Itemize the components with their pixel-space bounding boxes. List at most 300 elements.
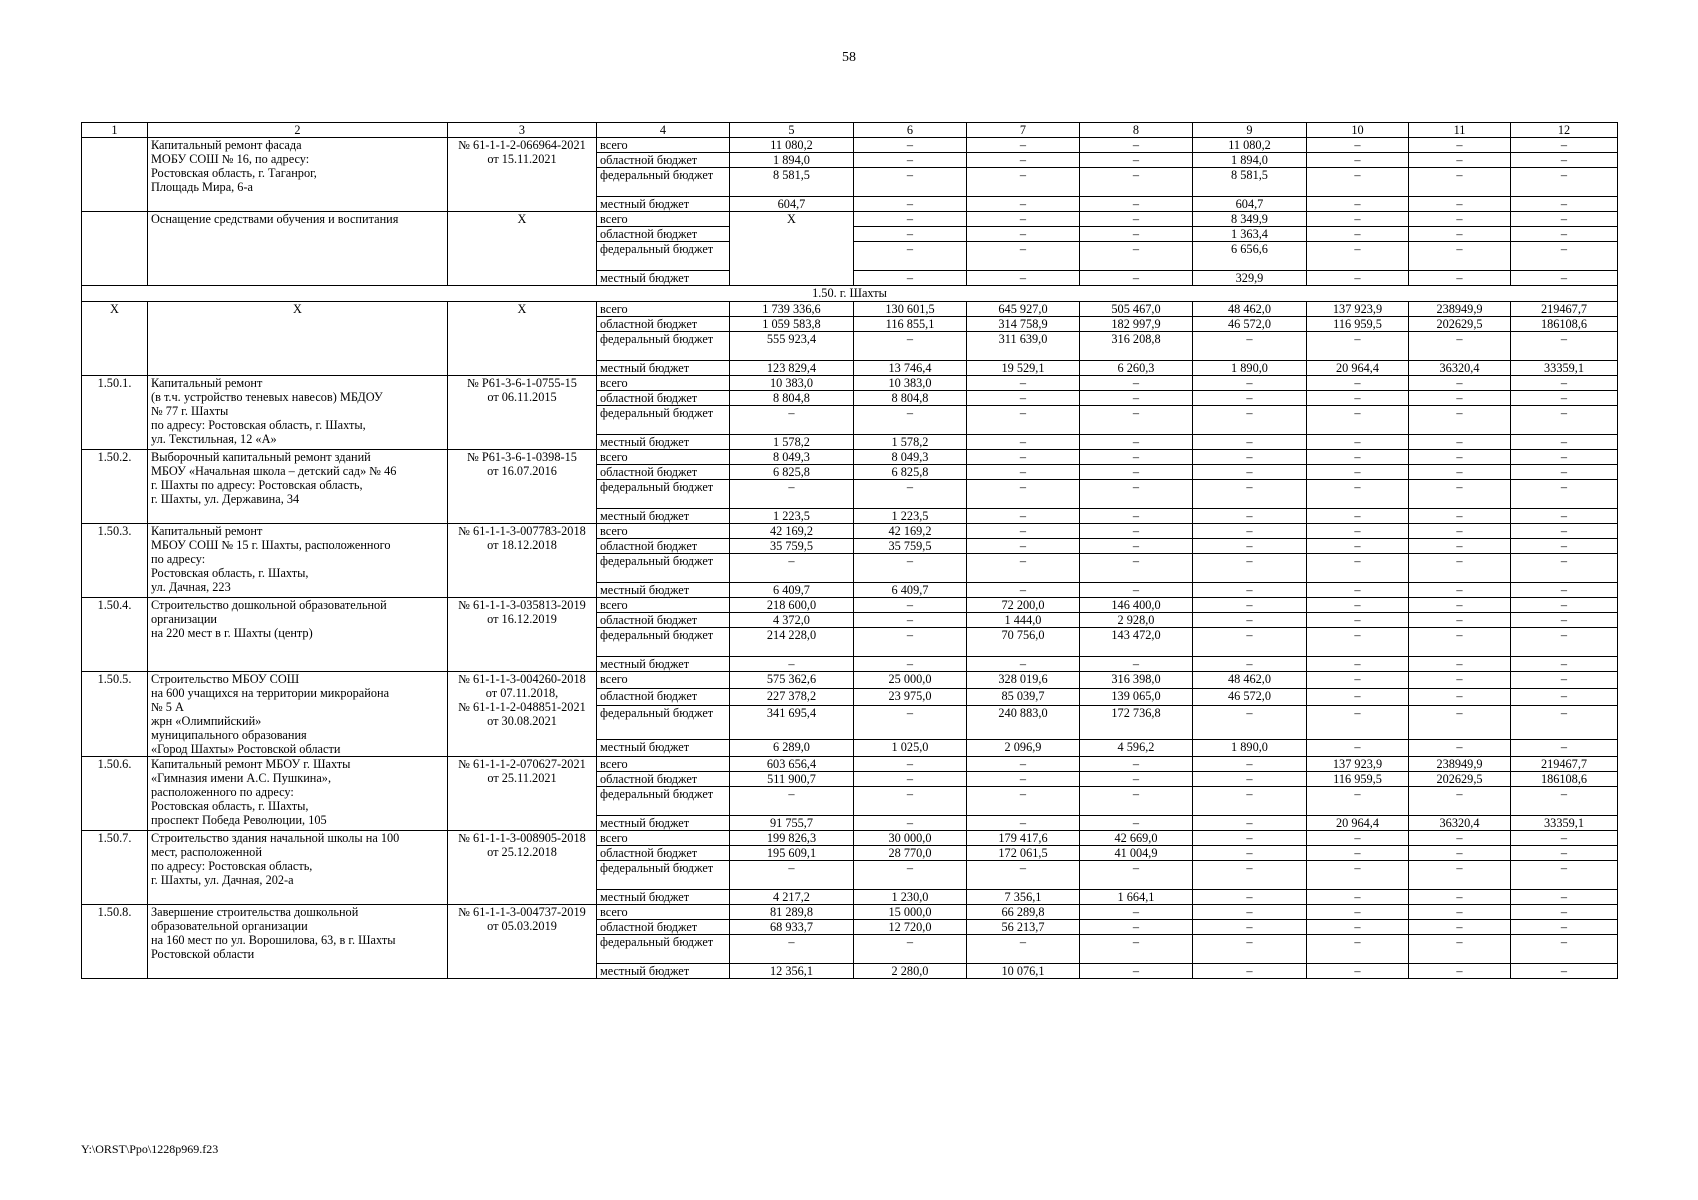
year-value-cell: – xyxy=(1511,153,1618,168)
table-row xyxy=(82,831,1618,846)
year-value-cell: 28 770,0 xyxy=(854,846,967,861)
year-value-cell: – xyxy=(1193,480,1307,509)
item-name-cell: Выборочный капитальный ремонт зданий МБОУ «Начальная школа – детский сад» № 46 г. Шахты по адресу: Ростовская область, г. Шахты, ул. Державина, 34 xyxy=(148,450,448,524)
year-value-cell: – xyxy=(967,935,1080,964)
year-value-cell: 316 398,0 xyxy=(1080,672,1193,689)
funding-source-cell: федеральный бюджет xyxy=(597,242,730,271)
year-value-cell: 2 280,0 xyxy=(854,964,967,979)
year-value-cell: – xyxy=(1080,168,1193,197)
year-value-cell: – xyxy=(1080,138,1193,153)
year-value-cell: – xyxy=(1193,964,1307,979)
total-value-cell: 6 409,7 xyxy=(730,583,854,598)
year-value-cell: – xyxy=(854,757,967,772)
year-value-cell: – xyxy=(1307,450,1409,465)
total-value-cell: 575 362,6 xyxy=(730,672,854,689)
year-value-cell: – xyxy=(1307,905,1409,920)
year-value-cell: – xyxy=(1307,391,1409,406)
funding-source-cell: областной бюджет xyxy=(597,846,730,861)
year-value-cell: – xyxy=(1193,465,1307,480)
year-value-cell: – xyxy=(1511,739,1618,756)
year-value-cell: – xyxy=(967,168,1080,197)
year-value-cell: 42 669,0 xyxy=(1080,831,1193,846)
funding-source-cell: федеральный бюджет xyxy=(597,706,730,739)
year-value-cell: 33359,1 xyxy=(1511,361,1618,376)
funding-source-cell: местный бюджет xyxy=(597,583,730,598)
year-value-cell: – xyxy=(1193,554,1307,583)
year-value-cell: – xyxy=(854,242,967,271)
column-number: 5 xyxy=(730,123,854,138)
year-value-cell: – xyxy=(854,271,967,286)
year-value-cell: 1 363,4 xyxy=(1193,227,1307,242)
year-value-cell: – xyxy=(1511,861,1618,890)
document-cell: № 61-1-1-3-007783-2018 от 18.12.2018 xyxy=(448,524,597,598)
year-value-cell: – xyxy=(1307,583,1409,598)
year-value-cell: – xyxy=(1409,524,1511,539)
funding-source-cell: федеральный бюджет xyxy=(597,628,730,657)
year-value-cell: – xyxy=(1080,465,1193,480)
year-value-cell: – xyxy=(1409,197,1511,212)
item-name-cell: Строительство дошкольной образовательной организации на 220 мест в г. Шахты (центр) xyxy=(148,598,448,672)
year-value-cell: – xyxy=(967,554,1080,583)
year-value-cell: – xyxy=(1307,197,1409,212)
year-value-cell: – xyxy=(1409,376,1511,391)
year-value-cell: – xyxy=(1080,787,1193,816)
year-value-cell: – xyxy=(967,509,1080,524)
year-value-cell: 505 467,0 xyxy=(1080,302,1193,317)
column-number: 10 xyxy=(1307,123,1409,138)
column-number: 4 xyxy=(597,123,730,138)
year-value-cell: 85 039,7 xyxy=(967,689,1080,706)
year-value-cell: – xyxy=(967,861,1080,890)
funding-source-cell: областной бюджет xyxy=(597,539,730,554)
year-value-cell: – xyxy=(967,153,1080,168)
year-value-cell: – xyxy=(1080,480,1193,509)
year-value-cell: – xyxy=(1307,935,1409,964)
year-value-cell: – xyxy=(854,706,967,739)
year-value-cell: – xyxy=(1193,332,1307,361)
year-value-cell: 645 927,0 xyxy=(967,302,1080,317)
total-value-cell: 12 356,1 xyxy=(730,964,854,979)
item-number-cell: 1.50.7. xyxy=(82,831,148,905)
year-value-cell: – xyxy=(1193,450,1307,465)
year-value-cell: – xyxy=(1409,212,1511,227)
funding-source-cell: всего xyxy=(597,598,730,613)
year-value-cell: – xyxy=(1193,598,1307,613)
year-value-cell: 143 472,0 xyxy=(1080,628,1193,657)
total-value-cell: 604,7 xyxy=(730,197,854,212)
item-name-cell: Строительство МБОУ СОШ на 600 учащихся на территории микрорайона № 5 А жрн «Олимпийский» муниципального образования «Город Шахты» Ростовской области xyxy=(148,672,448,757)
column-number: 7 xyxy=(967,123,1080,138)
funding-source-cell: областной бюджет xyxy=(597,772,730,787)
year-value-cell: 19 529,1 xyxy=(967,361,1080,376)
table-row xyxy=(82,757,1618,772)
year-value-cell: 240 883,0 xyxy=(967,706,1080,739)
total-value-cell: 1 223,5 xyxy=(730,509,854,524)
year-value-cell: – xyxy=(1307,920,1409,935)
year-value-cell: – xyxy=(1080,657,1193,672)
year-value-cell: 8 581,5 xyxy=(1193,168,1307,197)
item-number-cell: 1.50.1. xyxy=(82,376,148,450)
year-value-cell: – xyxy=(1409,831,1511,846)
year-value-cell: – xyxy=(1511,920,1618,935)
item-name-cell: X xyxy=(148,302,448,376)
year-value-cell: – xyxy=(1307,153,1409,168)
year-value-cell: – xyxy=(1511,406,1618,435)
total-value-cell: – xyxy=(730,935,854,964)
year-value-cell: 36320,4 xyxy=(1409,361,1511,376)
section-header-row xyxy=(82,286,1618,302)
year-value-cell: – xyxy=(967,757,1080,772)
document-cell: № 61-1-1-3-004737-2019 от 05.03.2019 xyxy=(448,905,597,979)
year-value-cell: – xyxy=(1193,757,1307,772)
year-value-cell: 1 223,5 xyxy=(854,509,967,524)
year-value-cell: – xyxy=(1307,242,1409,271)
year-value-cell: – xyxy=(1511,890,1618,905)
funding-source-cell: местный бюджет xyxy=(597,816,730,831)
item-number-cell: 1.50.5. xyxy=(82,672,148,757)
column-number: 6 xyxy=(854,123,967,138)
year-value-cell: – xyxy=(854,138,967,153)
year-value-cell: 179 417,6 xyxy=(967,831,1080,846)
year-value-cell: – xyxy=(967,376,1080,391)
column-number: 1 xyxy=(82,123,148,138)
document-cell: X xyxy=(448,302,597,376)
year-value-cell: – xyxy=(1080,509,1193,524)
year-value-cell: – xyxy=(1511,935,1618,964)
year-value-cell: – xyxy=(1511,583,1618,598)
year-value-cell: – xyxy=(1409,628,1511,657)
year-value-cell: 1 444,0 xyxy=(967,613,1080,628)
year-value-cell: 23 975,0 xyxy=(854,689,967,706)
year-value-cell: – xyxy=(1193,816,1307,831)
item-name-cell: Капитальный ремонт МБОУ г. Шахты «Гимназия имени А.С. Пушкина», расположенного по адресу: Ростовская область, г. Шахты, проспект Победа Революции, 105 xyxy=(148,757,448,831)
year-value-cell: – xyxy=(1080,816,1193,831)
year-value-cell: – xyxy=(1193,406,1307,435)
year-value-cell: – xyxy=(1307,846,1409,861)
year-value-cell: – xyxy=(1193,391,1307,406)
total-value-cell: – xyxy=(730,861,854,890)
funding-source-cell: местный бюджет xyxy=(597,197,730,212)
funding-source-cell: федеральный бюджет xyxy=(597,554,730,583)
year-value-cell: – xyxy=(1080,964,1193,979)
year-value-cell: – xyxy=(1307,435,1409,450)
year-value-cell: 70 756,0 xyxy=(967,628,1080,657)
year-value-cell: – xyxy=(1193,613,1307,628)
total-value-cell: 199 826,3 xyxy=(730,831,854,846)
total-value-cell: 8 581,5 xyxy=(730,168,854,197)
year-value-cell: – xyxy=(1193,583,1307,598)
year-value-cell: – xyxy=(1409,706,1511,739)
year-value-cell: – xyxy=(1080,935,1193,964)
year-value-cell: 41 004,9 xyxy=(1080,846,1193,861)
year-value-cell: – xyxy=(967,539,1080,554)
year-value-cell: – xyxy=(854,861,967,890)
funding-source-cell: местный бюджет xyxy=(597,890,730,905)
year-value-cell: – xyxy=(967,450,1080,465)
year-value-cell: – xyxy=(1409,391,1511,406)
funding-source-cell: всего xyxy=(597,376,730,391)
funding-source-cell: всего xyxy=(597,450,730,465)
item-name-cell: Завершение строительства дошкольной образовательной организации на 160 мест по ул. Ворошилова, 63, в г. Шахты Ростовской области xyxy=(148,905,448,979)
year-value-cell: – xyxy=(1511,787,1618,816)
funding-source-cell: местный бюджет xyxy=(597,509,730,524)
year-value-cell: 1 230,0 xyxy=(854,890,967,905)
column-number: 8 xyxy=(1080,123,1193,138)
year-value-cell: 42 169,2 xyxy=(854,524,967,539)
year-value-cell: – xyxy=(967,480,1080,509)
year-value-cell: 6 260,3 xyxy=(1080,361,1193,376)
year-value-cell: – xyxy=(967,391,1080,406)
year-value-cell: – xyxy=(967,227,1080,242)
year-value-cell: 186108,6 xyxy=(1511,772,1618,787)
year-value-cell: – xyxy=(1080,583,1193,598)
total-value-cell: 8 804,8 xyxy=(730,391,854,406)
year-value-cell: 10 383,0 xyxy=(854,376,967,391)
year-value-cell: – xyxy=(1307,465,1409,480)
total-value-cell: – xyxy=(730,406,854,435)
year-value-cell: – xyxy=(1307,787,1409,816)
total-value-cell: – xyxy=(730,657,854,672)
year-value-cell: – xyxy=(1193,435,1307,450)
year-value-cell: – xyxy=(1307,964,1409,979)
total-value-cell: 603 656,4 xyxy=(730,757,854,772)
total-value-cell: 68 933,7 xyxy=(730,920,854,935)
year-value-cell: – xyxy=(1409,890,1511,905)
total-value-cell: 35 759,5 xyxy=(730,539,854,554)
table-row xyxy=(82,524,1618,539)
total-value-cell: 1 894,0 xyxy=(730,153,854,168)
document-cell: № Р61-3-6-1-0398-15 от 16.07.2016 xyxy=(448,450,597,524)
funding-source-cell: областной бюджет xyxy=(597,465,730,480)
year-value-cell: – xyxy=(854,628,967,657)
total-value-cell: 4 372,0 xyxy=(730,613,854,628)
year-value-cell: 139 065,0 xyxy=(1080,689,1193,706)
year-value-cell: – xyxy=(1193,772,1307,787)
year-value-cell: 72 200,0 xyxy=(967,598,1080,613)
total-value-cell: 218 600,0 xyxy=(730,598,854,613)
year-value-cell: – xyxy=(1511,242,1618,271)
year-value-cell: – xyxy=(1409,227,1511,242)
document-cell: № 61-1-1-3-004260-2018 от 07.11.2018, № 61-1-1-2-048851-2021 от 30.08.2021 xyxy=(448,672,597,757)
column-number-row xyxy=(82,123,1618,138)
year-value-cell: – xyxy=(1511,138,1618,153)
year-value-cell: 130 601,5 xyxy=(854,302,967,317)
item-name-cell: Строительство здания начальной школы на 100 мест, расположенной по адресу: Ростовская область, г. Шахты, ул. Дачная, 202-а xyxy=(148,831,448,905)
year-value-cell: – xyxy=(1307,212,1409,227)
column-number: 3 xyxy=(448,123,597,138)
funding-source-cell: всего xyxy=(597,524,730,539)
year-value-cell: – xyxy=(854,153,967,168)
item-number-cell: 1.50.3. xyxy=(82,524,148,598)
year-value-cell: – xyxy=(1080,376,1193,391)
year-value-cell: – xyxy=(1511,391,1618,406)
year-value-cell: – xyxy=(1409,920,1511,935)
year-value-cell: – xyxy=(1307,689,1409,706)
year-value-cell: – xyxy=(1307,657,1409,672)
year-value-cell: – xyxy=(1193,524,1307,539)
total-value-cell: 511 900,7 xyxy=(730,772,854,787)
year-value-cell: 48 462,0 xyxy=(1193,302,1307,317)
table-row xyxy=(82,450,1618,465)
year-value-cell: – xyxy=(1511,480,1618,509)
year-value-cell: 1 890,0 xyxy=(1193,361,1307,376)
year-value-cell: – xyxy=(1409,689,1511,706)
year-value-cell: – xyxy=(1193,920,1307,935)
year-value-cell: – xyxy=(1409,480,1511,509)
year-value-cell: – xyxy=(1511,168,1618,197)
year-value-cell: – xyxy=(1193,509,1307,524)
year-value-cell: – xyxy=(1193,628,1307,657)
year-value-cell: – xyxy=(1409,406,1511,435)
year-value-cell: – xyxy=(1307,613,1409,628)
year-value-cell: 20 964,4 xyxy=(1307,816,1409,831)
year-value-cell: – xyxy=(967,772,1080,787)
year-value-cell: – xyxy=(1511,613,1618,628)
column-number: 12 xyxy=(1511,123,1618,138)
year-value-cell: – xyxy=(1193,890,1307,905)
year-value-cell: – xyxy=(1307,524,1409,539)
column-number: 9 xyxy=(1193,123,1307,138)
year-value-cell: 36320,4 xyxy=(1409,816,1511,831)
year-value-cell: 46 572,0 xyxy=(1193,317,1307,332)
year-value-cell: – xyxy=(1193,376,1307,391)
year-value-cell: – xyxy=(854,227,967,242)
total-value-cell: 1 059 583,8 xyxy=(730,317,854,332)
year-value-cell: – xyxy=(1193,861,1307,890)
year-value-cell: 328 019,6 xyxy=(967,672,1080,689)
item-name-cell: Капитальный ремонт МБОУ СОШ № 15 г. Шахты, расположенного по адресу: Ростовская область, г. Шахты, ул. Дачная, 223 xyxy=(148,524,448,598)
year-value-cell: – xyxy=(1409,509,1511,524)
page-number: 58 xyxy=(842,50,856,65)
year-value-cell: – xyxy=(967,583,1080,598)
year-value-cell: – xyxy=(1409,554,1511,583)
year-value-cell: – xyxy=(1409,332,1511,361)
funding-source-cell: местный бюджет xyxy=(597,964,730,979)
year-value-cell: – xyxy=(1080,772,1193,787)
year-value-cell: 172 061,5 xyxy=(967,846,1080,861)
year-value-cell: – xyxy=(1080,227,1193,242)
year-value-cell: – xyxy=(854,168,967,197)
year-value-cell: – xyxy=(1307,628,1409,657)
funding-source-cell: местный бюджет xyxy=(597,361,730,376)
year-value-cell: – xyxy=(1193,831,1307,846)
year-value-cell: 146 400,0 xyxy=(1080,598,1193,613)
year-value-cell: – xyxy=(1080,539,1193,554)
year-value-cell: 329,9 xyxy=(1193,271,1307,286)
year-value-cell: – xyxy=(1080,450,1193,465)
year-value-cell: – xyxy=(1307,890,1409,905)
document-cell: № 61-1-1-2-070627-2021 от 25.11.2021 xyxy=(448,757,597,831)
year-value-cell: – xyxy=(1080,920,1193,935)
year-value-cell: – xyxy=(1511,509,1618,524)
year-value-cell: – xyxy=(1080,861,1193,890)
year-value-cell: 1 664,1 xyxy=(1080,890,1193,905)
total-value-cell: 6 289,0 xyxy=(730,739,854,756)
year-value-cell: – xyxy=(1511,524,1618,539)
year-value-cell: – xyxy=(1409,539,1511,554)
year-value-cell: – xyxy=(1409,905,1511,920)
year-value-cell: – xyxy=(1511,628,1618,657)
year-value-cell: – xyxy=(1511,846,1618,861)
year-value-cell: 35 759,5 xyxy=(854,539,967,554)
total-value-cell: 11 080,2 xyxy=(730,138,854,153)
year-value-cell: 1 578,2 xyxy=(854,435,967,450)
year-value-cell: – xyxy=(1511,197,1618,212)
year-value-cell: – xyxy=(1511,964,1618,979)
table-row xyxy=(82,905,1618,920)
year-value-cell: – xyxy=(854,787,967,816)
year-value-cell: – xyxy=(854,598,967,613)
year-value-cell: – xyxy=(1307,509,1409,524)
year-value-cell: – xyxy=(1080,524,1193,539)
document-cell: X xyxy=(448,212,597,286)
year-value-cell: – xyxy=(1511,376,1618,391)
year-value-cell: – xyxy=(967,657,1080,672)
total-value-cell: – xyxy=(730,554,854,583)
year-value-cell: – xyxy=(1409,465,1511,480)
document-cell: № 61-1-1-2-066964-2021 от 15.11.2021 xyxy=(448,138,597,212)
year-value-cell: – xyxy=(1193,539,1307,554)
year-value-cell: – xyxy=(1409,935,1511,964)
year-value-cell: – xyxy=(1193,787,1307,816)
year-value-cell: – xyxy=(967,465,1080,480)
year-value-cell: – xyxy=(1307,861,1409,890)
year-value-cell: 6 409,7 xyxy=(854,583,967,598)
year-value-cell: – xyxy=(1307,227,1409,242)
total-value-cell: 8 049,3 xyxy=(730,450,854,465)
year-value-cell: – xyxy=(1307,376,1409,391)
year-value-cell: – xyxy=(1080,391,1193,406)
funding-source-cell: областной бюджет xyxy=(597,689,730,706)
year-value-cell: – xyxy=(1511,706,1618,739)
total-value-cell: 1 578,2 xyxy=(730,435,854,450)
year-value-cell: – xyxy=(1193,846,1307,861)
year-value-cell: – xyxy=(967,242,1080,271)
year-value-cell: – xyxy=(1193,905,1307,920)
year-value-cell: – xyxy=(967,435,1080,450)
item-number-cell xyxy=(82,212,148,286)
total-value-cell: 123 829,4 xyxy=(730,361,854,376)
year-value-cell: – xyxy=(1511,435,1618,450)
item-number-cell: 1.50.6. xyxy=(82,757,148,831)
year-value-cell: – xyxy=(967,138,1080,153)
funding-source-cell: федеральный бюджет xyxy=(597,168,730,197)
year-value-cell: 10 076,1 xyxy=(967,964,1080,979)
total-value-cell: 214 228,0 xyxy=(730,628,854,657)
year-value-cell: – xyxy=(1409,435,1511,450)
total-value-cell: 195 609,1 xyxy=(730,846,854,861)
total-value-cell: 4 217,2 xyxy=(730,890,854,905)
year-value-cell: 202629,5 xyxy=(1409,772,1511,787)
total-value-cell: 91 755,7 xyxy=(730,816,854,831)
year-value-cell: – xyxy=(1080,757,1193,772)
year-value-cell: 6 825,8 xyxy=(854,465,967,480)
year-value-cell: – xyxy=(1307,332,1409,361)
funding-source-cell: федеральный бюджет xyxy=(597,332,730,361)
year-value-cell: – xyxy=(854,935,967,964)
year-value-cell: – xyxy=(854,816,967,831)
total-value-cell: – xyxy=(730,480,854,509)
year-value-cell: 182 997,9 xyxy=(1080,317,1193,332)
year-value-cell: – xyxy=(1080,212,1193,227)
year-value-cell: – xyxy=(1307,168,1409,197)
total-value-cell: 555 923,4 xyxy=(730,332,854,361)
year-value-cell: – xyxy=(1080,271,1193,286)
year-value-cell: – xyxy=(1511,554,1618,583)
table-row xyxy=(82,672,1618,689)
year-value-cell: – xyxy=(1307,539,1409,554)
year-value-cell: 13 746,4 xyxy=(854,361,967,376)
